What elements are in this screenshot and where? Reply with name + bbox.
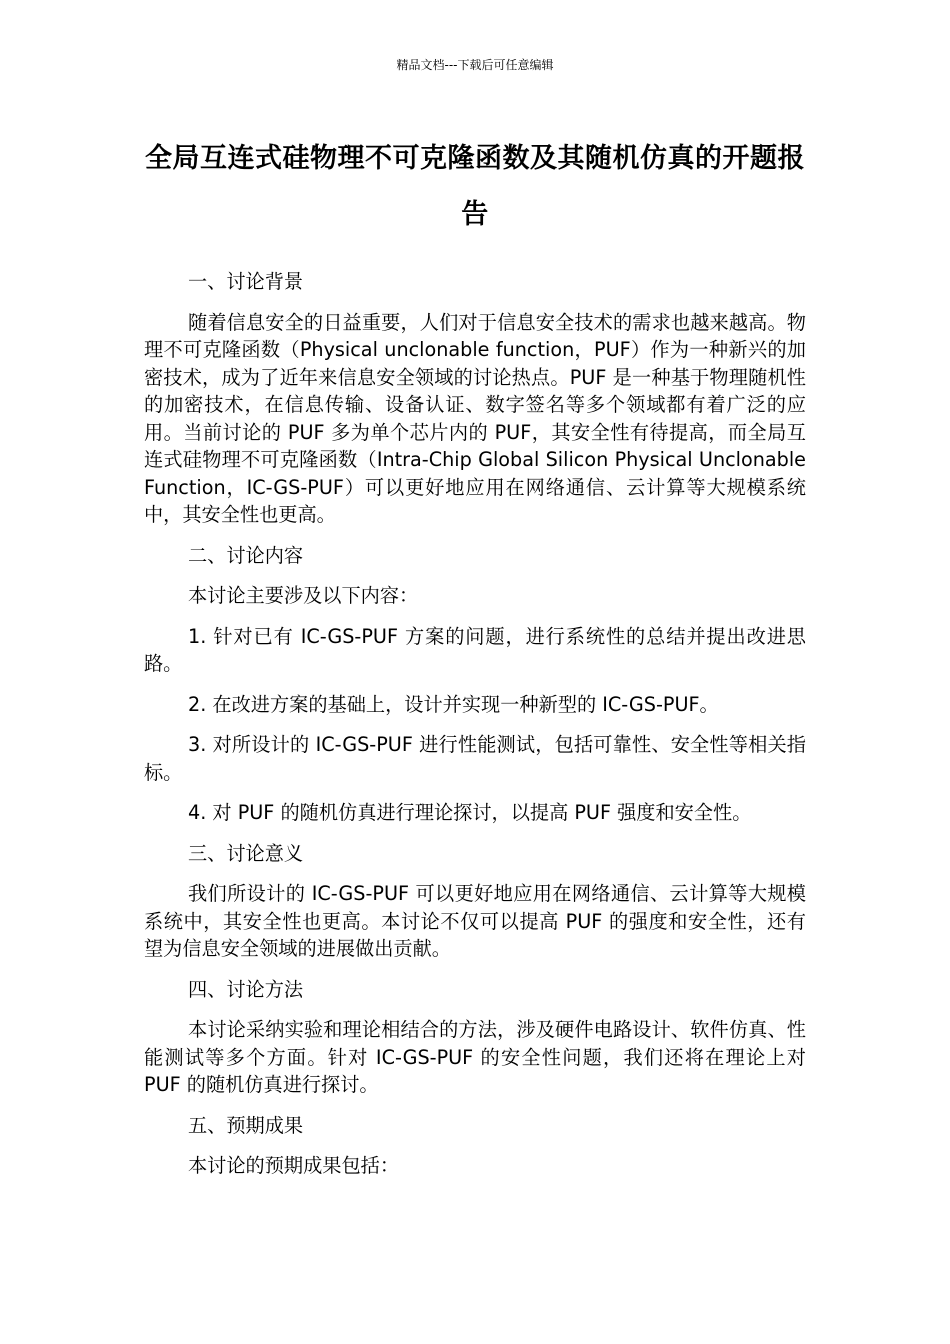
expected-results-intro: 本讨论的预期成果包括： (188, 1154, 400, 1177)
method-paragraph: 本讨论采纳实验和理论相结合的方法，涉及硬件电路设计、软件仿真、性能测试等多个方面。针对 IC-GS-PUF 的安全性问题，我们还将在理论上对 PUF 的随机仿真进行探讨。 (144, 1018, 806, 1096)
section-heading-expected-results: 五、预期成果 (188, 1113, 304, 1137)
section-heading-method: 四、讨论方法 (188, 977, 304, 1001)
document-title: 全局互连式硅物理不可克隆函数及其随机仿真的开题报告 (145, 143, 805, 230)
content-item-4: 4. 对 PUF 的随机仿真进行理论探讨，以提高 PUF 强度和安全性。 (188, 801, 752, 824)
significance-paragraph: 我们所设计的 IC-GS-PUF 可以更好地应用在网络通信、云计算等大规模系统中，其安全性也更高。本讨论不仅可以提高 PUF 的强度和安全性，还有望为信息安全领域的进展做出贡献。 (144, 882, 806, 960)
section-heading-significance: 三、讨论意义 (188, 841, 304, 865)
section-heading-content: 二、讨论内容 (188, 543, 304, 567)
content-intro-paragraph: 本讨论主要涉及以下内容： (188, 584, 419, 607)
section-heading-background: 一、讨论背景 (188, 270, 304, 293)
page-header: 精品文档---下载后可任意编辑 (396, 58, 554, 72)
content-item-1: 1. 针对已有 IC-GS-PUF 方案的问题，进行系统性的总结并提出改进思路。 (144, 624, 806, 675)
content-item-2: 2. 在改进方案的基础上，设计并实现一种新型的 IC-GS-PUF。 (188, 692, 719, 716)
content-item-3: 3. 对所设计的 IC-GS-PUF 进行性能测试，包括可靠性、安全性等相关指标。 (144, 733, 806, 784)
document-body (144, 268, 806, 1193)
background-paragraph: 随着信息安全的日益重要，人们对于信息安全技术的需求也越来越高。物理不可克隆函数（Physical unclonable function，PUF）作为一种新兴的加密技术，成为了近年来信息安全领域的讨论热点。PUF 是一种基于物理随机性的加密技术，在信息传输、设备认证、数字签名等多个领域都有着广泛的应用。当前讨论的 PUF 多为单个芯片内的 PUF，其安全性有待提高，而全局互连式硅物理不可克隆函数（Intra-Chip Global Silicon Physical Unclonable Function，IC-GS-PUF）可以更好地应用在网络通信、云计算等大规模系统中，其安全性也更高。 (144, 310, 806, 526)
